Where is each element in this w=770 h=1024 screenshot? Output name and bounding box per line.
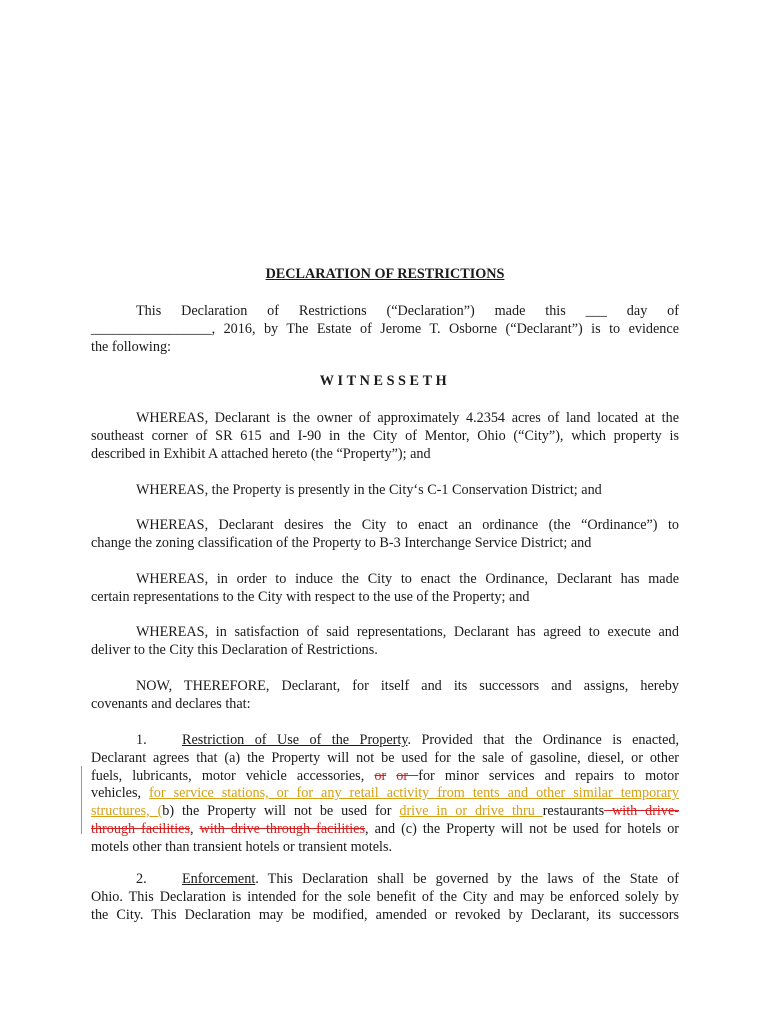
whereas-3-line-2: change the zoning classification of the Property to B-3 Interchange Service District; and xyxy=(91,535,592,551)
section-1-number: 1. xyxy=(136,732,147,748)
now-therefore-line-2: covenants and declares that: xyxy=(91,696,251,712)
section-1-text: b) the Property will not be used for xyxy=(162,803,400,819)
whereas-1-line-3: described in Exhibit A attached hereto (the “Property”); and xyxy=(91,446,431,462)
section-2-line-1 xyxy=(91,870,679,888)
whereas-1-line-2: southeast corner of SR 615 and I-90 in the City of Mentor, Ohio (“City”), which property is xyxy=(91,428,679,444)
inserted-text: drive in or drive thru xyxy=(399,803,543,819)
section-1-line-3 xyxy=(91,767,679,785)
intro-line-1: This Declaration of Restrictions (“Declaration”) made this ___ day of xyxy=(136,303,679,319)
whereas-5-line-1: WHEREAS, in satisfaction of said representations, Declarant has agreed to execute and xyxy=(136,624,679,640)
intro-line-2: _________________, 2016, by The Estate of Jerome T. Osborne (“Declarant”) is to evidence xyxy=(91,321,679,337)
section-1-text: . Provided that the Ordinance is enacted, xyxy=(407,732,680,748)
whereas-4-line-1: WHEREAS, in order to induce the City to enact the Ordinance, Declarant has made xyxy=(136,571,679,587)
whereas-1-line-1: WHEREAS, Declarant is the owner of approximately 4.2354 acres of land located at the xyxy=(136,410,679,426)
section-1-text: for minor services and repairs to motor xyxy=(418,768,680,784)
document-title: DECLARATION OF RESTRICTIONS xyxy=(265,266,505,282)
deleted-text: or xyxy=(396,768,419,784)
section-1-line-6 xyxy=(91,820,679,838)
inserted-text: structures, ( xyxy=(91,803,163,819)
section-2-line-2: Ohio. This Declaration is intended for the sole benefit of the City and may be enforced solely by xyxy=(91,889,679,905)
section-1-heading: Restriction of Use of the Property xyxy=(182,732,408,748)
section-1-line-1 xyxy=(91,731,679,749)
section-1-text: fuels, lubricants, motor vehicle accessories, xyxy=(91,768,375,784)
now-therefore-line-1: NOW, THEREFORE, Declarant, for itself and its successors and assigns, hereby xyxy=(136,678,679,694)
section-1-text: vehicles, xyxy=(91,785,150,801)
whereas-2-line: WHEREAS, the Property is presently in the City‘s C-1 Conservation District; and xyxy=(136,482,602,498)
intro-line-3: the following: xyxy=(91,339,171,355)
revision-change-bar xyxy=(81,766,82,834)
section-1-line-7: motels other than transient hotels or transient motels. xyxy=(91,839,393,855)
deleted-text: with drive through facilities xyxy=(199,821,365,837)
whereas-3-line-1: WHEREAS, Declarant desires the City to enact an ordinance (the “Ordinance”) to xyxy=(136,517,679,533)
inserted-text: for service stations, or for any retail activity from tents and other similar temporary xyxy=(149,785,680,801)
section-1-line-5 xyxy=(91,802,679,820)
deleted-text: with drive- xyxy=(604,803,679,819)
section-2-line-3: the City. This Declaration may be modified, amended or revoked by Declarant, its successors xyxy=(91,907,679,923)
deleted-text: or xyxy=(374,768,387,784)
whereas-5-line-2: deliver to the City this Declaration of Restrictions. xyxy=(91,642,378,658)
section-2-text: . This Declaration shall be governed by the laws of the State of xyxy=(255,871,679,887)
section-1-line-2: Declarant agrees that (a) the Property will not be used for the sale of gasoline, diesel, or other xyxy=(91,750,679,766)
witnesseth-heading: WITNESSETH xyxy=(319,373,451,389)
section-1-text xyxy=(386,768,396,784)
section-1-line-4 xyxy=(91,784,679,802)
section-1-text: , xyxy=(190,821,200,837)
section-2-heading: Enforcement xyxy=(182,871,256,887)
deleted-text: through facilities xyxy=(91,821,190,837)
section-2-number: 2. xyxy=(136,871,147,887)
section-1-text: restaurants xyxy=(542,803,605,819)
whereas-4-line-2: certain representations to the City with respect to the use of the Property; and xyxy=(91,589,530,605)
section-1-text: , and (c) the Property will not be used for hotels or xyxy=(365,821,680,837)
